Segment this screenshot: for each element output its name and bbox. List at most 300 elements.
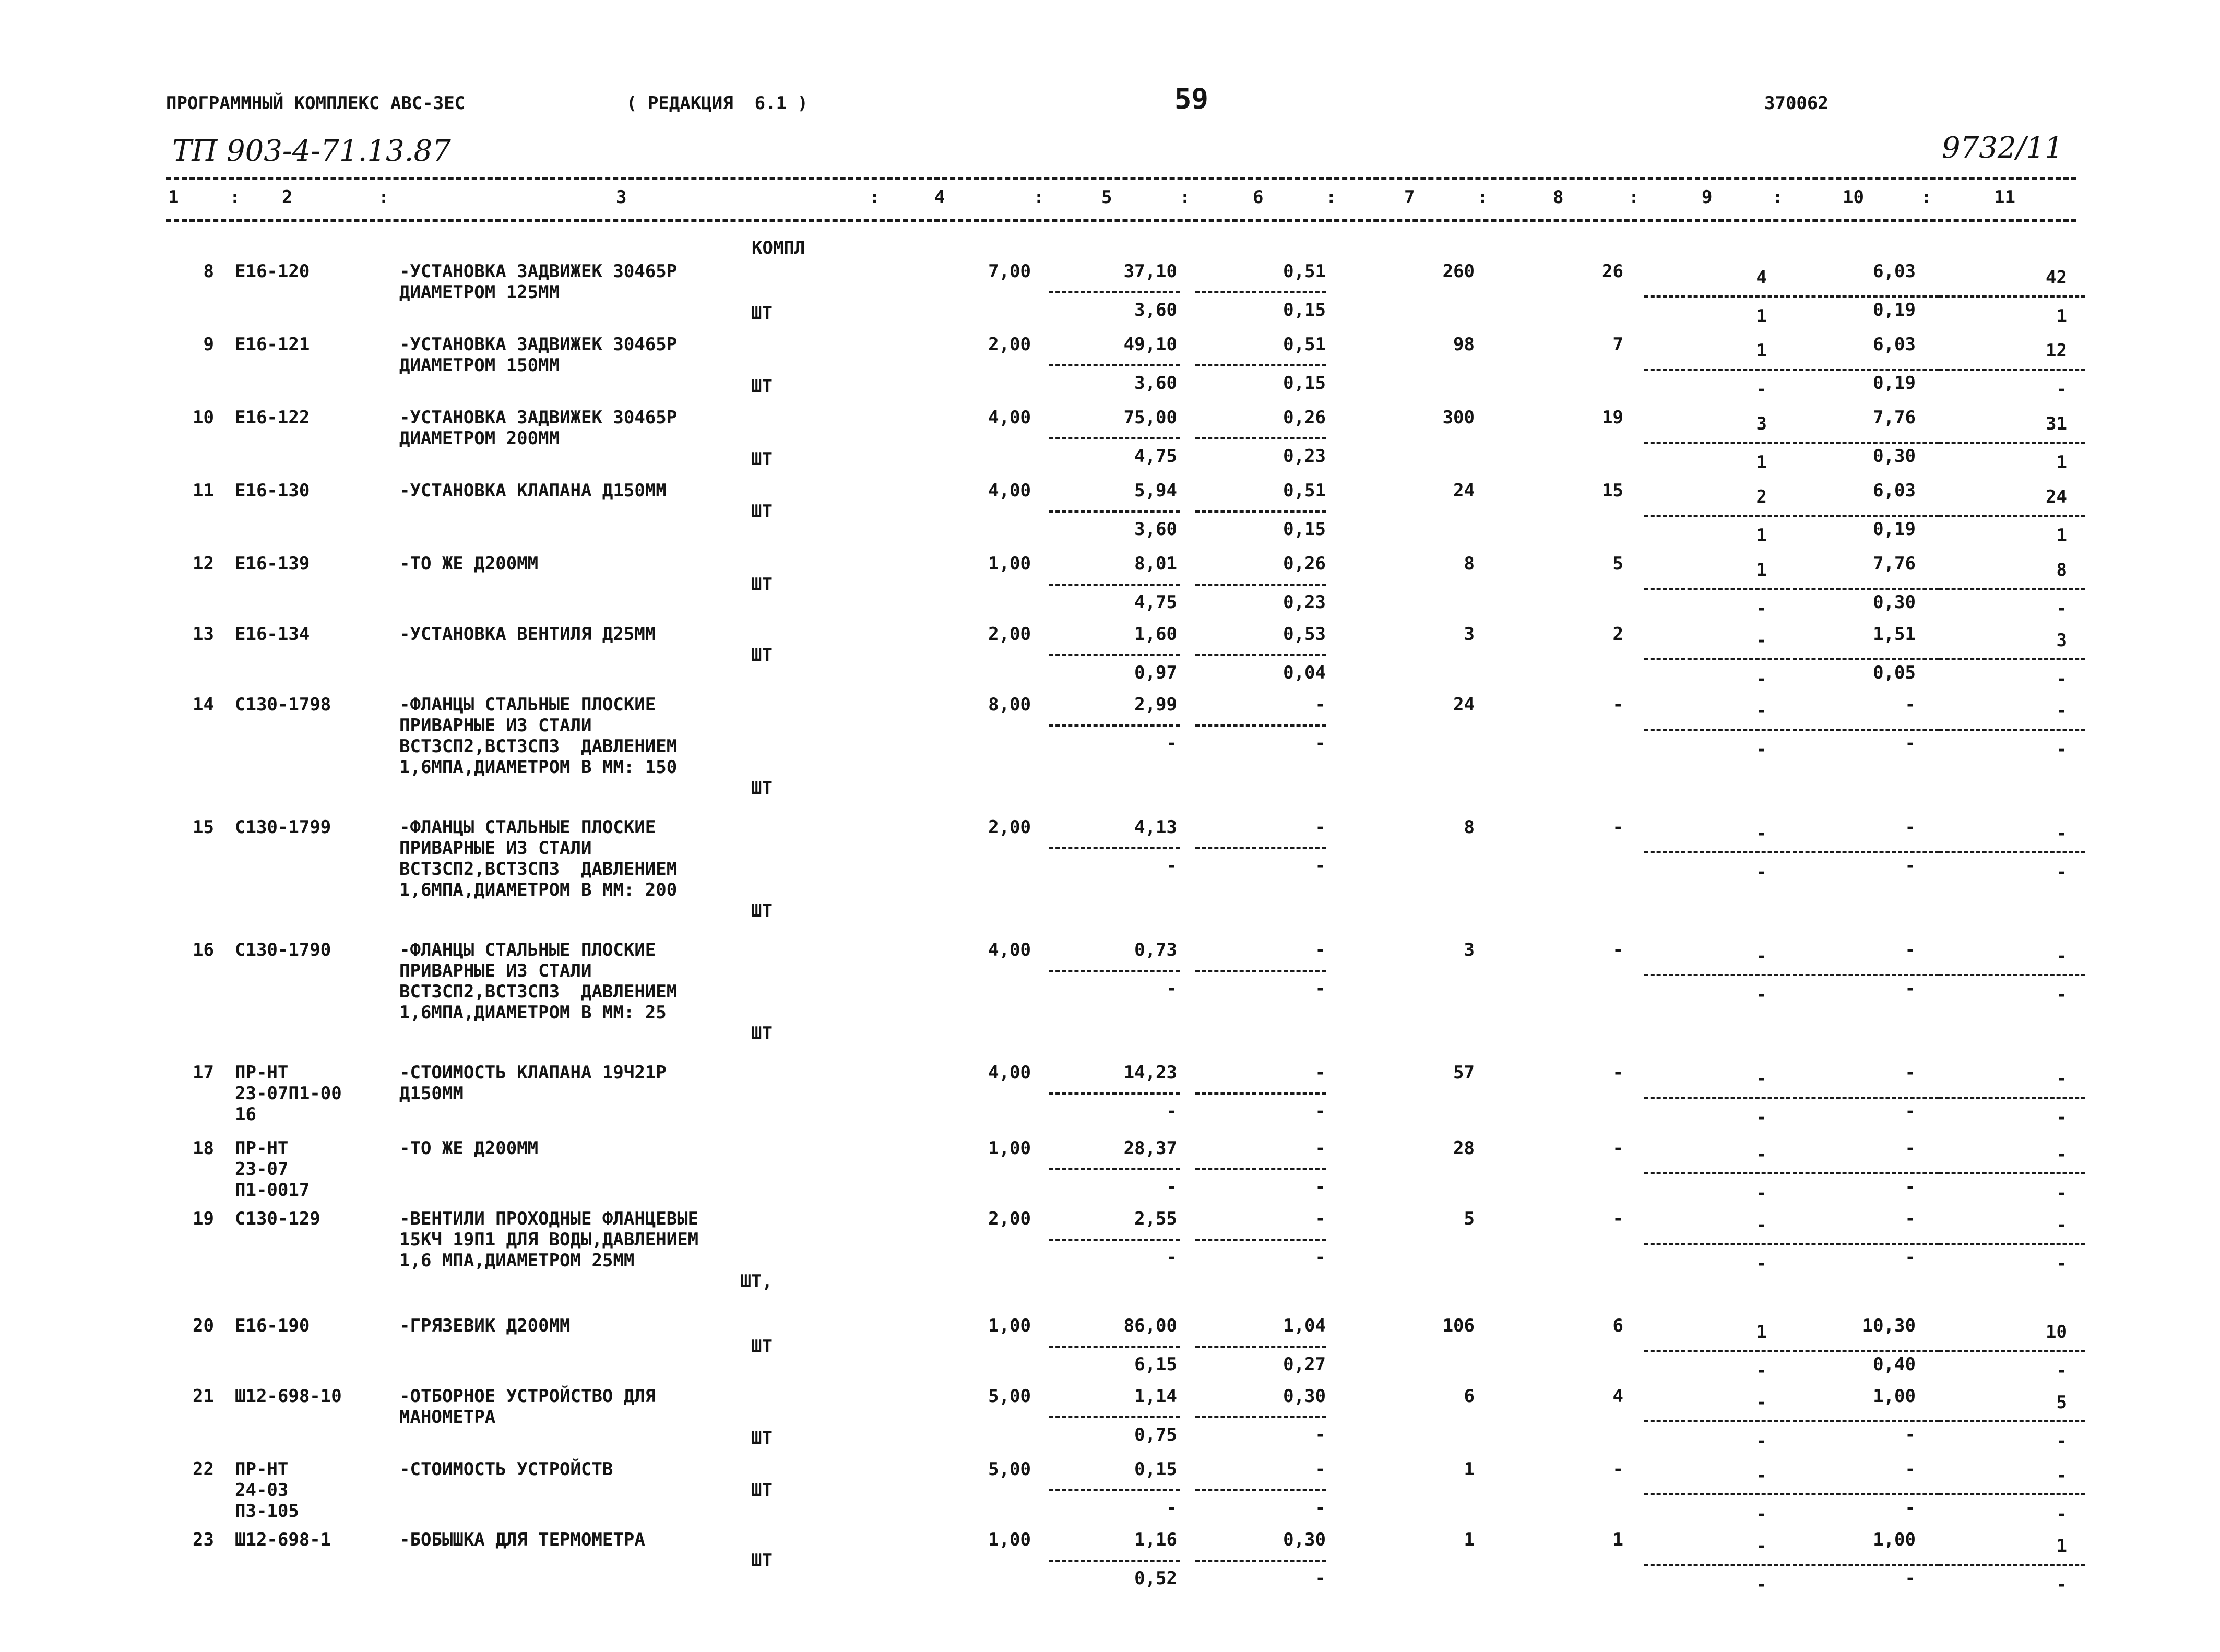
work-description: ДИАМЕТРОМ 125ММ bbox=[399, 282, 560, 303]
labour-total-b: - bbox=[2056, 1574, 2067, 1595]
total-wages: 2 bbox=[1612, 624, 1623, 645]
unit-cost: 75,00 bbox=[1123, 407, 1177, 428]
dashed-rule bbox=[1644, 1097, 1790, 1099]
labour-a: 3 bbox=[1756, 413, 1767, 434]
labour-total-b: - bbox=[2056, 1253, 2067, 1274]
unit-cost: 28,37 bbox=[1123, 1138, 1177, 1159]
labour-rate-b: - bbox=[1905, 1498, 1916, 1518]
row-number: 17 bbox=[193, 1062, 214, 1083]
unit-cost: 0,15 bbox=[1134, 1459, 1177, 1480]
dashed-rule bbox=[1195, 437, 1326, 439]
labour-b: - bbox=[1756, 984, 1767, 1005]
total-wages: 19 bbox=[1602, 407, 1623, 428]
rate-code: Е16-120 bbox=[235, 261, 310, 282]
labour-total: 1 bbox=[2056, 1536, 2067, 1556]
labour-b: - bbox=[1756, 1574, 1767, 1595]
quantity: 2,00 bbox=[988, 624, 1031, 645]
dashed-rule bbox=[1644, 1350, 1790, 1352]
row-number: 22 bbox=[193, 1459, 214, 1480]
rate-code: С130-1790 bbox=[235, 940, 331, 960]
labour-a: 1 bbox=[1756, 340, 1767, 361]
unit-machine-cost: 0,51 bbox=[1283, 334, 1326, 355]
unit-machine-cost: - bbox=[1315, 1062, 1326, 1083]
unit-label: ШТ bbox=[751, 1428, 773, 1448]
dashed-rule bbox=[1644, 658, 1790, 660]
labour-total-b: - bbox=[2056, 984, 2067, 1005]
total-cost: 28 bbox=[1453, 1138, 1475, 1159]
labour-rate-b: 0,30 bbox=[1873, 592, 1916, 613]
total-wages: - bbox=[1612, 1062, 1623, 1083]
quantity: 7,00 bbox=[988, 261, 1031, 282]
header-rule-bottom bbox=[166, 219, 2076, 222]
unit-machine-wages: 0,23 bbox=[1283, 592, 1326, 613]
dashed-rule bbox=[1939, 1243, 2085, 1245]
labour-total: 10 bbox=[2046, 1322, 2067, 1342]
unit-cost: 2,99 bbox=[1134, 694, 1177, 715]
unit-cost: 49,10 bbox=[1123, 334, 1177, 355]
labour-total-b: - bbox=[2056, 862, 2067, 883]
unit-machine-cost: - bbox=[1315, 817, 1326, 838]
total-cost: 300 bbox=[1442, 407, 1475, 428]
labour-rate: - bbox=[1905, 1138, 1916, 1159]
unit-cost-wages: 6,15 bbox=[1134, 1354, 1177, 1375]
quantity: 8,00 bbox=[988, 694, 1031, 715]
labour-rate-b: - bbox=[1905, 1568, 1916, 1589]
unit-label: ШТ bbox=[751, 574, 773, 595]
labour-b: - bbox=[1756, 669, 1767, 690]
work-description: 1,6 МПА,ДИАМЕТРОМ 25ММ bbox=[399, 1250, 635, 1271]
labour-total-b: 1 bbox=[2056, 452, 2067, 473]
row-number: 21 bbox=[193, 1386, 214, 1407]
work-description: 15КЧ 19П1 ДЛЯ ВОДЫ,ДАВЛЕНИЕМ bbox=[399, 1229, 699, 1250]
dashed-rule bbox=[1049, 1239, 1180, 1241]
labour-total-b: - bbox=[2056, 1431, 2067, 1452]
work-description: ДИАМЕТРОМ 150ММ bbox=[399, 355, 560, 376]
unit-label: ШТ bbox=[751, 1480, 773, 1501]
row-number: 8 bbox=[203, 261, 214, 282]
unit-cost-wages: 3,60 bbox=[1134, 519, 1177, 540]
labour-b: - bbox=[1756, 379, 1767, 400]
total-wages: 1 bbox=[1612, 1529, 1623, 1550]
header-rule-top bbox=[166, 177, 2076, 180]
unit-machine-wages: 0,15 bbox=[1283, 519, 1326, 540]
unit-machine-cost: 0,30 bbox=[1283, 1529, 1326, 1550]
dashed-rule bbox=[1195, 510, 1326, 513]
labour-rate: 1,51 bbox=[1873, 624, 1916, 645]
unit-machine-wages: - bbox=[1315, 733, 1326, 754]
dashed-rule bbox=[1793, 729, 1939, 731]
dashed-rule bbox=[1195, 1489, 1326, 1491]
dashed-rule bbox=[1049, 970, 1180, 972]
total-wages: 26 bbox=[1602, 261, 1623, 282]
work-description: ВСТ3СП2,ВСТ3СП3 ДАВЛЕНИЕМ bbox=[399, 736, 678, 757]
quantity: 4,00 bbox=[988, 1062, 1031, 1083]
labour-rate-b: 0,30 bbox=[1873, 446, 1916, 467]
quantity: 2,00 bbox=[988, 817, 1031, 838]
dashed-rule bbox=[1195, 291, 1326, 293]
unit-cost: 4,13 bbox=[1134, 817, 1177, 838]
dashed-rule bbox=[1195, 1239, 1326, 1241]
rate-code: 16 bbox=[235, 1104, 256, 1125]
labour-rate-b: - bbox=[1905, 733, 1916, 754]
rate-code: С130-129 bbox=[235, 1208, 320, 1229]
labour-rate: 6,03 bbox=[1873, 480, 1916, 501]
column-header-2: 2 bbox=[282, 187, 293, 208]
labour-total-b: 1 bbox=[2056, 525, 2067, 546]
unit-machine-wages: - bbox=[1315, 1498, 1326, 1518]
unit-machine-cost: 0,26 bbox=[1283, 553, 1326, 574]
labour-total-b: - bbox=[2056, 1183, 2067, 1204]
unit-label: ШТ, bbox=[740, 1271, 773, 1292]
unit-top-label: КОМПЛ bbox=[752, 237, 805, 258]
unit-machine-wages: - bbox=[1315, 978, 1326, 999]
column-header-5: 5 bbox=[1101, 187, 1112, 208]
work-description: -УСТАНОВКА ЗАДВИЖЕК 30465Р bbox=[399, 261, 678, 282]
labour-total: 24 bbox=[2046, 486, 2067, 507]
dashed-rule bbox=[1644, 729, 1790, 731]
total-wages: - bbox=[1612, 1208, 1623, 1229]
dashed-rule bbox=[1644, 369, 1790, 371]
unit-cost-wages: - bbox=[1166, 733, 1177, 754]
total-cost: 8 bbox=[1464, 817, 1475, 838]
unit-machine-cost: 0,51 bbox=[1283, 261, 1326, 282]
labour-total: - bbox=[2056, 946, 2067, 967]
work-description: -ТО ЖЕ Д200ММ bbox=[399, 553, 539, 574]
dashed-rule bbox=[1195, 1416, 1326, 1418]
row-number: 10 bbox=[193, 407, 214, 428]
labour-total: - bbox=[2056, 1068, 2067, 1089]
labour-total-b: - bbox=[2056, 1360, 2067, 1381]
unit-machine-wages: 0,23 bbox=[1283, 446, 1326, 467]
dashed-rule bbox=[1195, 654, 1326, 656]
column-header-11: 11 bbox=[1994, 187, 2015, 208]
work-description: -ГРЯЗЕВИК Д200ММ bbox=[399, 1315, 571, 1336]
labour-total: 31 bbox=[2046, 413, 2067, 434]
work-description: -ТО ЖЕ Д200ММ bbox=[399, 1138, 539, 1159]
unit-cost-wages: 4,75 bbox=[1134, 592, 1177, 613]
dashed-rule bbox=[1195, 847, 1326, 849]
labour-a: - bbox=[1756, 1465, 1767, 1486]
unit-cost-wages: - bbox=[1166, 1247, 1177, 1268]
total-cost: 24 bbox=[1453, 694, 1475, 715]
total-cost: 1 bbox=[1464, 1529, 1475, 1550]
dashed-rule bbox=[1793, 1564, 1939, 1566]
dashed-rule bbox=[1049, 847, 1180, 849]
labour-rate: - bbox=[1905, 694, 1916, 715]
labour-total: - bbox=[2056, 700, 2067, 721]
unit-label: ШТ bbox=[751, 501, 773, 522]
dashed-rule bbox=[1195, 724, 1326, 727]
total-cost: 1 bbox=[1464, 1459, 1475, 1480]
quantity: 1,00 bbox=[988, 1315, 1031, 1336]
column-header-3: 3 bbox=[616, 187, 627, 208]
labour-a: - bbox=[1756, 1144, 1767, 1165]
rate-code: Е16-134 bbox=[235, 624, 310, 645]
dashed-rule bbox=[1939, 658, 2085, 660]
unit-cost-wages: 3,60 bbox=[1134, 373, 1177, 394]
labour-total-b: - bbox=[2056, 598, 2067, 619]
quantity: 5,00 bbox=[988, 1386, 1031, 1407]
labour-b: - bbox=[1756, 1431, 1767, 1452]
rate-code: Е16-121 bbox=[235, 334, 310, 355]
column-header-7: 7 bbox=[1404, 187, 1415, 208]
labour-b: - bbox=[1756, 598, 1767, 619]
dashed-rule bbox=[1939, 369, 2085, 371]
dashed-rule bbox=[1793, 515, 1939, 517]
dashed-rule bbox=[1644, 1564, 1790, 1566]
labour-rate: - bbox=[1905, 1208, 1916, 1229]
unit-machine-wages: - bbox=[1315, 1424, 1326, 1445]
total-wages: 15 bbox=[1602, 480, 1623, 501]
dashed-rule bbox=[1049, 1168, 1180, 1170]
unit-cost: 1,60 bbox=[1134, 624, 1177, 645]
dashed-rule bbox=[1644, 1243, 1790, 1245]
total-wages: 4 bbox=[1612, 1386, 1623, 1407]
row-number: 23 bbox=[193, 1529, 214, 1550]
labour-rate: 1,00 bbox=[1873, 1386, 1916, 1407]
labour-a: - bbox=[1756, 823, 1767, 844]
row-number: 16 bbox=[193, 940, 214, 960]
quantity: 4,00 bbox=[988, 480, 1031, 501]
dashed-rule bbox=[1793, 974, 1939, 976]
labour-a: - bbox=[1756, 1392, 1767, 1413]
unit-label: ШТ bbox=[751, 1023, 773, 1044]
unit-cost-wages: 4,75 bbox=[1134, 446, 1177, 467]
row-number: 13 bbox=[193, 624, 214, 645]
unit-cost: 2,55 bbox=[1134, 1208, 1177, 1229]
dashed-rule bbox=[1939, 1564, 2085, 1566]
labour-a: 1 bbox=[1756, 560, 1767, 580]
quantity: 4,00 bbox=[988, 940, 1031, 960]
column-separators: : bbox=[230, 187, 241, 208]
labour-total-b: - bbox=[2056, 379, 2067, 400]
labour-rate: - bbox=[1905, 817, 1916, 838]
unit-cost: 14,23 bbox=[1123, 1062, 1177, 1083]
dashed-rule bbox=[1793, 1097, 1939, 1099]
dashed-rule bbox=[1195, 1168, 1326, 1170]
dashed-rule bbox=[1195, 364, 1326, 366]
labour-total: 8 bbox=[2056, 560, 2067, 580]
edition-label: ( РЕДАКЦИЯ 6.1 ) bbox=[626, 93, 808, 114]
total-cost: 5 bbox=[1464, 1208, 1475, 1229]
labour-rate-b: - bbox=[1905, 978, 1916, 999]
work-description: -УСТАНОВКА КЛАПАНА Д150ММ bbox=[399, 480, 667, 501]
dashed-rule bbox=[1049, 1346, 1180, 1348]
work-description: -УСТАНОВКА ВЕНТИЛЯ Д25ММ bbox=[399, 624, 656, 645]
unit-label: ШТ bbox=[751, 376, 773, 397]
unit-machine-cost: 0,51 bbox=[1283, 480, 1326, 501]
labour-rate: 7,76 bbox=[1873, 407, 1916, 428]
total-cost: 24 bbox=[1453, 480, 1475, 501]
work-description: ПРИВАРНЫЕ ИЗ СТАЛИ bbox=[399, 715, 592, 736]
labour-rate: 10,30 bbox=[1862, 1315, 1916, 1336]
labour-a: - bbox=[1756, 1215, 1767, 1235]
unit-machine-cost: - bbox=[1315, 694, 1326, 715]
quantity: 5,00 bbox=[988, 1459, 1031, 1480]
column-header-9: 9 bbox=[1702, 187, 1713, 208]
dashed-rule bbox=[1939, 588, 2085, 590]
labour-b: - bbox=[1756, 739, 1767, 760]
labour-rate: 6,03 bbox=[1873, 261, 1916, 282]
dashed-rule bbox=[1644, 1493, 1790, 1495]
labour-rate: 7,76 bbox=[1873, 553, 1916, 574]
work-description: -ФЛАНЦЫ СТАЛЬНЫЕ ПЛОСКИЕ bbox=[399, 817, 656, 838]
unit-machine-cost: 0,26 bbox=[1283, 407, 1326, 428]
total-cost: 3 bbox=[1464, 624, 1475, 645]
rate-code: ПР-НТ bbox=[235, 1459, 289, 1480]
labour-b: - bbox=[1756, 1107, 1767, 1128]
labour-total-b: - bbox=[2056, 739, 2067, 760]
labour-rate-b: - bbox=[1905, 1176, 1916, 1197]
work-description: 1,6МПА,ДИАМЕТРОМ В ММ: 150 bbox=[399, 757, 678, 778]
dashed-rule bbox=[1049, 510, 1180, 513]
dashed-rule bbox=[1939, 1097, 2085, 1099]
labour-total: - bbox=[2056, 1215, 2067, 1235]
program-title: ПРОГРАММНЫЙ КОМПЛЕКС АВС-3ЕС bbox=[166, 93, 466, 114]
unit-label: ШТ bbox=[751, 645, 773, 665]
labour-rate-b: - bbox=[1905, 1424, 1916, 1445]
rate-code: ПР-НТ bbox=[235, 1138, 289, 1159]
total-cost: 3 bbox=[1464, 940, 1475, 960]
work-description: -ВЕНТИЛИ ПРОХОДНЫЕ ФЛАНЦЕВЫЕ bbox=[399, 1208, 699, 1229]
labour-total-b: - bbox=[2056, 1504, 2067, 1525]
labour-total-b: 1 bbox=[2056, 306, 2067, 327]
total-cost: 260 bbox=[1442, 261, 1475, 282]
dashed-rule bbox=[1049, 654, 1180, 656]
labour-rate: 6,03 bbox=[1873, 334, 1916, 355]
dashed-rule bbox=[1939, 974, 2085, 976]
labour-rate-b: 0,19 bbox=[1873, 373, 1916, 394]
unit-cost-wages: 0,52 bbox=[1134, 1568, 1177, 1589]
work-description: ВСТ3СП2,ВСТ3СП3 ДАВЛЕНИЕМ bbox=[399, 859, 678, 880]
rate-code: 24-03 bbox=[235, 1480, 289, 1501]
unit-cost: 37,10 bbox=[1123, 261, 1177, 282]
dashed-rule bbox=[1644, 1172, 1790, 1174]
dashed-rule bbox=[1049, 1092, 1180, 1095]
row-number: 20 bbox=[193, 1315, 214, 1336]
unit-label: ШТ bbox=[751, 449, 773, 470]
work-description: Д150ММ bbox=[399, 1083, 464, 1104]
work-description: -ФЛАНЦЫ СТАЛЬНЫЕ ПЛОСКИЕ bbox=[399, 694, 656, 715]
unit-cost-wages: - bbox=[1166, 855, 1177, 876]
rate-code: С130-1798 bbox=[235, 694, 331, 715]
rate-code: Е16-130 bbox=[235, 480, 310, 501]
work-description: ДИАМЕТРОМ 200ММ bbox=[399, 428, 560, 449]
quantity: 2,00 bbox=[988, 334, 1031, 355]
labour-rate-b: 0,40 bbox=[1873, 1354, 1916, 1375]
labour-total-b: - bbox=[2056, 1107, 2067, 1128]
unit-machine-wages: 0,04 bbox=[1283, 662, 1326, 683]
row-number: 14 bbox=[193, 694, 214, 715]
unit-label: ШТ bbox=[751, 1336, 773, 1357]
labour-a: 4 bbox=[1756, 267, 1767, 288]
row-number: 9 bbox=[203, 334, 214, 355]
dashed-rule bbox=[1939, 851, 2085, 853]
work-description: ПРИВАРНЫЕ ИЗ СТАЛИ bbox=[399, 838, 592, 859]
unit-machine-cost: - bbox=[1315, 1138, 1326, 1159]
quantity: 1,00 bbox=[988, 1529, 1031, 1550]
total-cost: 98 bbox=[1453, 334, 1475, 355]
labour-total: - bbox=[2056, 823, 2067, 844]
column-header-1: 1 bbox=[168, 187, 179, 208]
quantity: 4,00 bbox=[988, 407, 1031, 428]
labour-rate-b: - bbox=[1905, 855, 1916, 876]
dashed-rule bbox=[1644, 588, 1790, 590]
dashed-rule bbox=[1939, 295, 2085, 298]
work-description: 1,6МПА,ДИАМЕТРОМ В ММ: 25 bbox=[399, 1002, 667, 1023]
unit-cost: 8,01 bbox=[1134, 553, 1177, 574]
unit-machine-wages: - bbox=[1315, 1176, 1326, 1197]
work-description: -ОТБОРНОЕ УСТРОЙСТВО ДЛЯ bbox=[399, 1386, 656, 1407]
page-number: 59 bbox=[1174, 82, 1209, 115]
quantity: 1,00 bbox=[988, 553, 1031, 574]
work-description: -СТОИМОСТЬ УСТРОЙСТВ bbox=[399, 1459, 613, 1480]
dashed-rule bbox=[1049, 437, 1180, 439]
work-description: ВСТ3СП2,ВСТ3СП3 ДАВЛЕНИЕМ bbox=[399, 981, 678, 1002]
row-number: 12 bbox=[193, 553, 214, 574]
unit-machine-wages: - bbox=[1315, 855, 1326, 876]
labour-total: - bbox=[2056, 1465, 2067, 1486]
rate-code: П1-0017 bbox=[235, 1180, 310, 1201]
dashed-rule bbox=[1644, 1420, 1790, 1422]
labour-b: - bbox=[1756, 1183, 1767, 1204]
labour-rate-b: - bbox=[1905, 1101, 1916, 1122]
labour-rate: - bbox=[1905, 1459, 1916, 1480]
labour-total: - bbox=[2056, 1144, 2067, 1165]
unit-machine-wages: 0,15 bbox=[1283, 300, 1326, 320]
dashed-rule bbox=[1793, 1350, 1939, 1352]
labour-total: 3 bbox=[2056, 630, 2067, 651]
dashed-rule bbox=[1939, 1420, 2085, 1422]
rate-code: Ш12-698-1 bbox=[235, 1529, 331, 1550]
dashed-rule bbox=[1195, 1560, 1326, 1562]
column-header-8: 8 bbox=[1553, 187, 1564, 208]
labour-a: 2 bbox=[1756, 486, 1767, 507]
dashed-rule bbox=[1049, 364, 1180, 366]
rate-code: 23-07П1-00 bbox=[235, 1083, 342, 1104]
unit-cost-wages: - bbox=[1166, 1176, 1177, 1197]
labour-a: - bbox=[1756, 1536, 1767, 1556]
labour-rate: - bbox=[1905, 940, 1916, 960]
dashed-rule bbox=[1644, 442, 1790, 444]
dashed-rule bbox=[1644, 515, 1790, 517]
unit-cost: 0,73 bbox=[1134, 940, 1177, 960]
row-number: 11 bbox=[193, 480, 214, 501]
dashed-rule bbox=[1793, 1172, 1939, 1174]
dashed-rule bbox=[1939, 1350, 2085, 1352]
dashed-rule bbox=[1793, 442, 1939, 444]
work-description: 1,6МПА,ДИАМЕТРОМ В ММ: 200 bbox=[399, 880, 678, 900]
dashed-rule bbox=[1793, 369, 1939, 371]
dashed-rule bbox=[1049, 1560, 1180, 1562]
total-cost: 6 bbox=[1464, 1386, 1475, 1407]
work-description: -ФЛАНЦЫ СТАЛЬНЫЕ ПЛОСКИЕ bbox=[399, 940, 656, 960]
labour-a: - bbox=[1756, 630, 1767, 651]
unit-machine-cost: 0,53 bbox=[1283, 624, 1326, 645]
total-cost: 106 bbox=[1442, 1315, 1475, 1336]
labour-total: 5 bbox=[2056, 1392, 2067, 1413]
total-wages: - bbox=[1612, 817, 1623, 838]
dashed-rule bbox=[1793, 658, 1939, 660]
total-wages: - bbox=[1612, 694, 1623, 715]
dashed-rule bbox=[1049, 584, 1180, 586]
labour-b: - bbox=[1756, 1360, 1767, 1381]
labour-total-b: - bbox=[2056, 669, 2067, 690]
unit-machine-cost: - bbox=[1315, 1459, 1326, 1480]
labour-rate-b: 0,05 bbox=[1873, 662, 1916, 683]
labour-b: 1 bbox=[1756, 452, 1767, 473]
dashed-rule bbox=[1793, 1420, 1939, 1422]
